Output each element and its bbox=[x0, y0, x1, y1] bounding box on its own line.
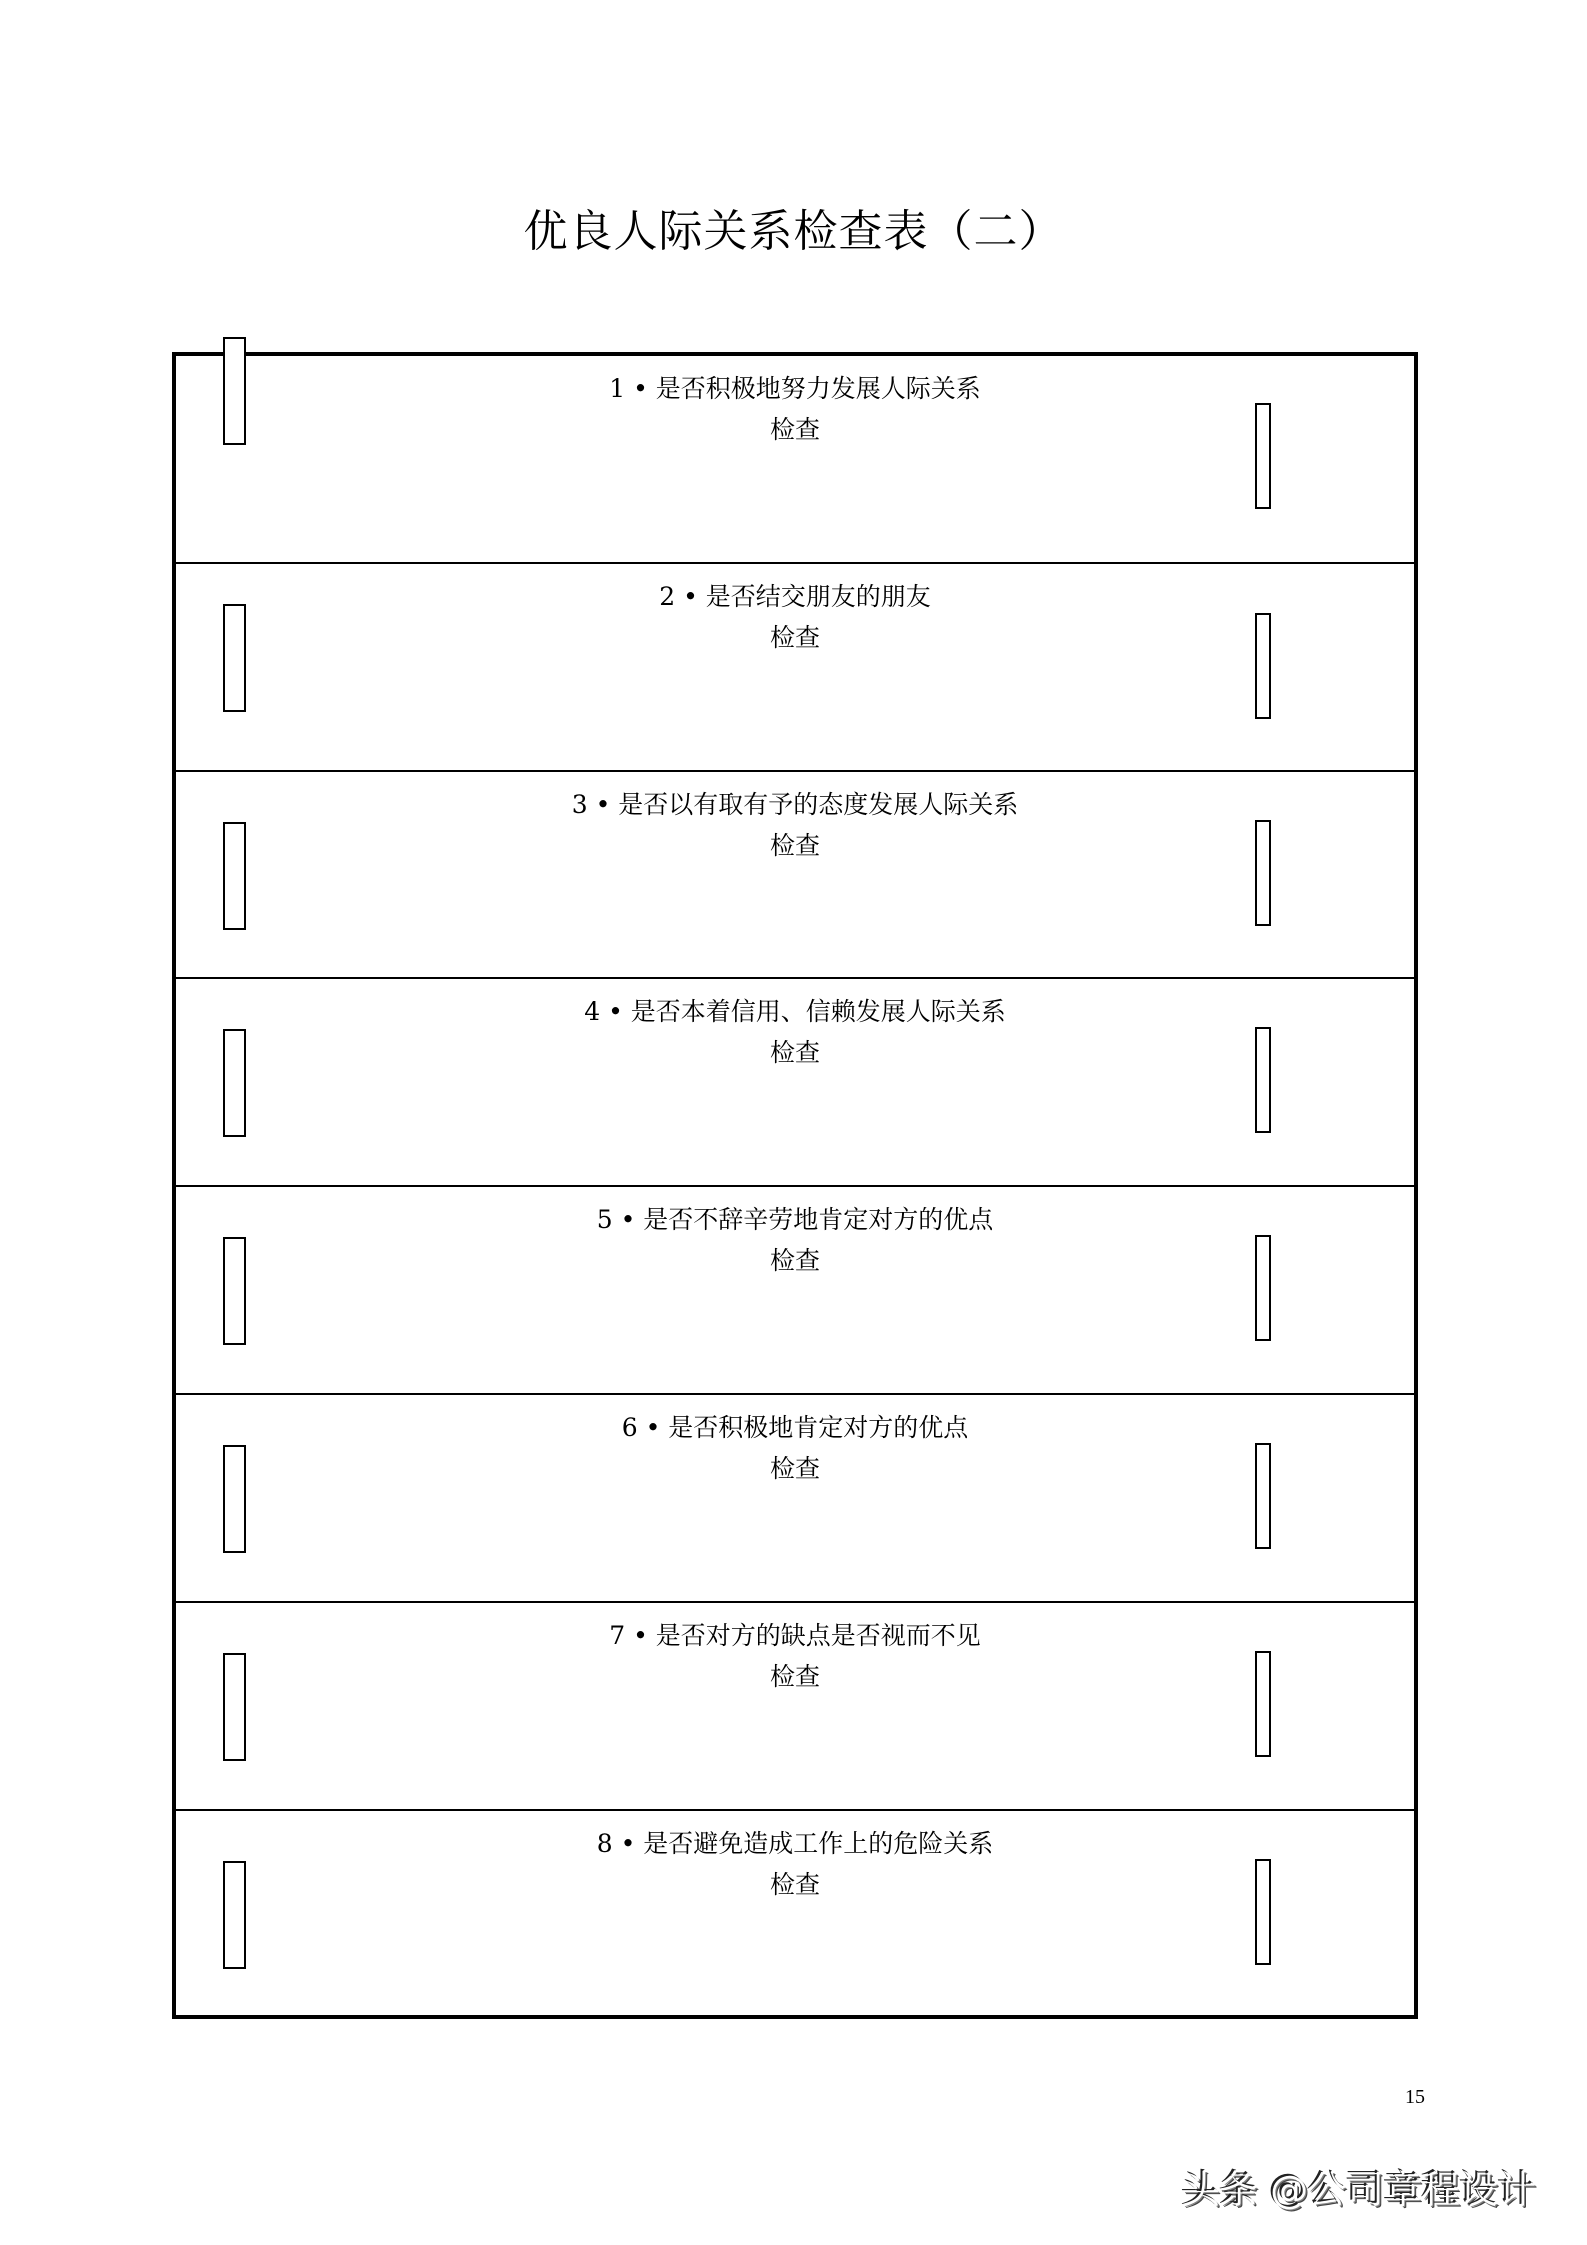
question-cell bbox=[176, 1199, 1414, 1281]
check-label: 检查 bbox=[769, 1246, 820, 1275]
check-label: 检查 bbox=[769, 1038, 820, 1067]
right-checkbox[interactable] bbox=[1255, 1651, 1271, 1757]
checklist-row bbox=[176, 1603, 1414, 1811]
right-checkbox[interactable] bbox=[1255, 820, 1271, 926]
checklist-row bbox=[176, 1395, 1414, 1603]
right-checkbox[interactable] bbox=[1255, 1235, 1271, 1341]
left-checkbox[interactable] bbox=[223, 822, 246, 930]
checklist-row bbox=[176, 356, 1414, 564]
watermark: 头条 @公司章程设计 bbox=[1182, 2168, 1537, 2212]
checklist-row bbox=[176, 1811, 1414, 2019]
question-text: 8 • 是否避免造成工作上的危险关系 bbox=[596, 1829, 994, 1858]
question-cell bbox=[176, 1615, 1414, 1697]
question-text: 5 • 是否不辞辛劳地肯定对方的优点 bbox=[596, 1205, 994, 1234]
question-text: 4 • 是否本着信用、信赖发展人际关系 bbox=[584, 997, 1006, 1026]
checklist-row bbox=[176, 1187, 1414, 1395]
question-cell bbox=[176, 576, 1414, 658]
check-label: 检查 bbox=[769, 1662, 820, 1691]
page-title: 优良人际关系检查表（二） bbox=[523, 206, 1064, 257]
left-checkbox[interactable] bbox=[223, 337, 246, 445]
left-checkbox[interactable] bbox=[223, 1445, 246, 1553]
right-checkbox[interactable] bbox=[1255, 1027, 1271, 1133]
question-cell bbox=[176, 1823, 1414, 1905]
left-checkbox[interactable] bbox=[223, 1029, 246, 1137]
left-checkbox[interactable] bbox=[223, 1861, 246, 1969]
checklist-row bbox=[176, 772, 1414, 979]
question-cell bbox=[176, 991, 1414, 1073]
question-cell bbox=[176, 1407, 1414, 1489]
checklist-row bbox=[176, 979, 1414, 1187]
checklist-table bbox=[172, 352, 1418, 2019]
left-checkbox[interactable] bbox=[223, 1237, 246, 1345]
check-label: 检查 bbox=[769, 623, 820, 652]
right-checkbox[interactable] bbox=[1255, 403, 1271, 509]
check-label: 检查 bbox=[769, 1454, 820, 1483]
right-checkbox[interactable] bbox=[1255, 613, 1271, 719]
question-text: 6 • 是否积极地肯定对方的优点 bbox=[621, 1413, 969, 1442]
checklist-row bbox=[176, 564, 1414, 772]
question-cell bbox=[176, 784, 1414, 866]
check-label: 检查 bbox=[769, 1870, 820, 1899]
left-checkbox[interactable] bbox=[223, 1653, 246, 1761]
right-checkbox[interactable] bbox=[1255, 1859, 1271, 1965]
check-label: 检查 bbox=[769, 415, 820, 444]
question-cell bbox=[176, 368, 1414, 450]
left-checkbox[interactable] bbox=[223, 604, 246, 712]
question-text: 1 • 是否积极地努力发展人际关系 bbox=[609, 374, 981, 403]
question-text: 3 • 是否以有取有予的态度发展人际关系 bbox=[571, 790, 1019, 819]
page-number: 15 bbox=[1405, 2086, 1425, 2108]
check-label: 检查 bbox=[769, 831, 820, 860]
question-text: 7 • 是否对方的缺点是否视而不见 bbox=[609, 1621, 981, 1650]
right-checkbox[interactable] bbox=[1255, 1443, 1271, 1549]
question-text: 2 • 是否结交朋友的朋友 bbox=[659, 582, 931, 611]
